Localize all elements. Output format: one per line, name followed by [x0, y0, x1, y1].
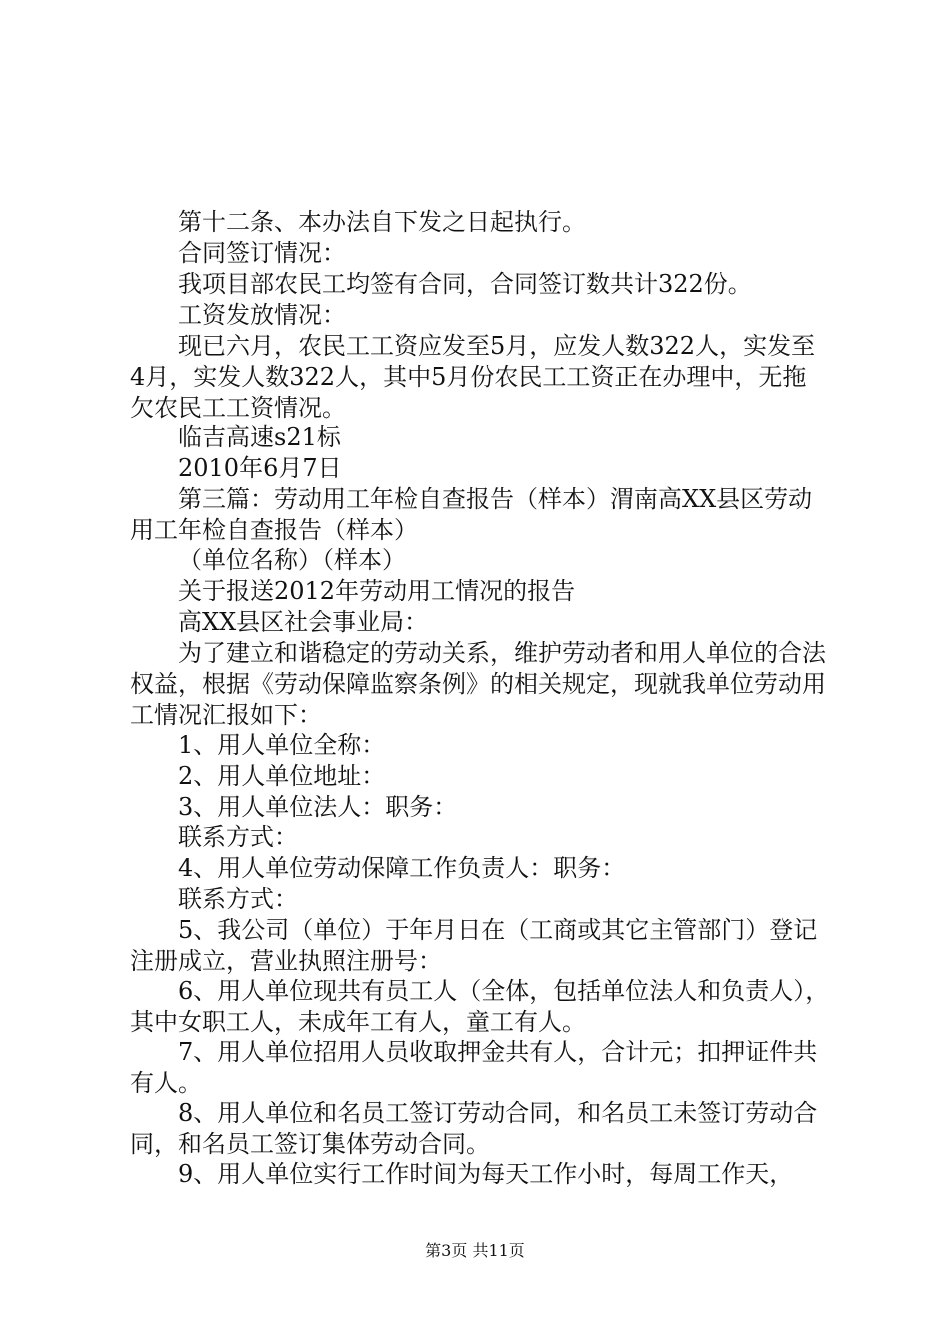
paragraph: 6、用人单位现共有员工人（全体，包括单位法人和负责人），其中女职工人，未成年工有人，童工有人。 [130, 977, 830, 1036]
paragraph: 联系方式： [178, 823, 298, 851]
paragraph: 为了建立和谐稳定的劳动关系，维护劳动者和用人单位的合法权益，根据《劳动保障监察条例》的相关规定，现就我单位劳动用工情况汇报如下： [130, 639, 826, 729]
paragraph: 合同签订情况： [178, 239, 346, 267]
paragraph: 高XX县区社会事业局： [178, 608, 429, 636]
page-footer: 第3页 共11页 [425, 1241, 525, 1260]
paragraph: 关于报送2012年劳动用工情况的报告 [178, 577, 576, 605]
paragraph: 现已六月，农民工工资应发至5月，应发人数322人，实发至4月，实发人数322人，其中5月份农民工工资正在办理中，无拖欠农民工工资情况。 [130, 332, 816, 422]
paragraph: 9、用人单位实行工作时间为每天工作小时，每周工作天， [178, 1160, 794, 1188]
paragraph: 工资发放情况： [178, 301, 346, 329]
paragraph: （单位名称）（样本） [178, 546, 406, 574]
paragraph: 我项目部农民工均签有合同，合同签订数共计322份。 [178, 270, 752, 298]
paragraph: 4、用人单位劳动保障工作负责人：职务： [178, 854, 626, 882]
paragraph: 2、用人单位地址： [178, 762, 386, 790]
paragraph: 第十二条、本办法自下发之日起执行。 [178, 208, 586, 236]
paragraph: 联系方式： [178, 885, 298, 913]
paragraph: 3、用人单位法人：职务： [178, 793, 458, 821]
paragraph: 5、我公司（单位）于年月日在（工商或其它主管部门）登记注册成立，营业执照注册号： [130, 916, 818, 975]
paragraph: 8、用人单位和名员工签订劳动合同，和名员工未签订劳动合同，和名员工签订集体劳动合同。 [130, 1099, 818, 1158]
paragraph: 1、用人单位全称： [178, 731, 386, 759]
paragraph: 第三篇：劳动用工年检自查报告（样本）渭南高XX县区劳动用工年检自查报告（样本） [130, 485, 813, 544]
paragraph: 2010年6月7日 [178, 454, 342, 482]
paragraph: 临吉高速s21标 [178, 423, 341, 451]
paragraph: 7、用人单位招用人员收取押金共有人，合计元；扣押证件共有人。 [130, 1038, 818, 1097]
